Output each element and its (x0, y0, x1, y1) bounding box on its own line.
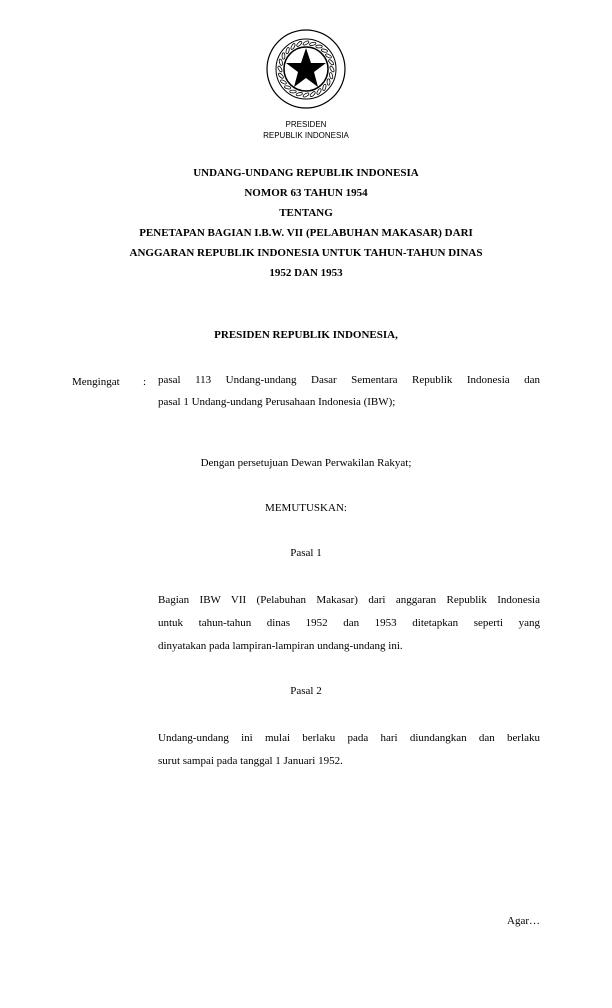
title-line-1: UNDANG-UNDANG REPUBLIK INDONESIA (193, 167, 419, 179)
title-line-5: ANGGARAN REPUBLIK INDONESIA UNTUK TAHUN-TAHUN DINAS (129, 247, 483, 259)
garuda-emblem-icon (265, 28, 347, 110)
wreath-leaf (327, 79, 330, 85)
pasal-2-heading: Pasal 2 (290, 685, 322, 697)
title-line-3: TENTANG (279, 207, 333, 219)
wreath-leaf (278, 72, 285, 79)
wreath-leaf (303, 92, 310, 98)
wreath-leaf (282, 53, 285, 59)
mengingat-line-1: pasal 113 Undang-undang Dasar Sementara Republik Indonesia dan (158, 374, 540, 386)
memutuskan-heading: MEMUTUSKAN: (265, 502, 347, 514)
emblem-caption-line1: PRESIDEN (285, 120, 327, 129)
wreath-leaf (290, 90, 296, 93)
pasal-2-text (158, 727, 540, 773)
wreath-leaf (279, 59, 283, 66)
mengingat-text (158, 369, 540, 413)
pasal-1-line-2: untuk tahun-tahun dinas 1952 dan 1953 ditetapkan seperti yang (158, 617, 540, 629)
persetujuan-text: Dengan persetujuan Dewan Perwakilan Rakyat; (200, 457, 412, 469)
wreath-leaf (280, 79, 287, 85)
document-title (0, 163, 612, 283)
wreath-leaf (316, 45, 322, 48)
continuation-marker: Agar… (507, 915, 540, 927)
wreath-leaf (328, 59, 335, 66)
pasal-1-line-1: Bagian IBW VII (Pelabuhan Makasar) dari anggaran Republik Indonesia (158, 594, 540, 606)
wreath-leaf (309, 91, 316, 98)
mengingat-colon: : (143, 376, 147, 388)
mengingat-line-2: pasal 1 Undang-undang Perusahaan Indonesia (IBW); (158, 396, 396, 408)
wreath-leaf (284, 85, 291, 89)
wreath-leaf (309, 42, 316, 46)
wreath-leaf (316, 88, 322, 95)
pasal-1-text (158, 589, 540, 658)
pasal-2-line-1: Undang-undang ini mulai berlaku pada hari diundangkan dan berlaku (158, 732, 540, 744)
wreath-leaf (277, 66, 283, 73)
mengingat-label: Mengingat (72, 376, 120, 388)
pasal-2-line-2: surut sampai pada tanggal 1 Januari 1952. (158, 755, 343, 767)
pasal-1-line-3: dinyatakan pada lampiran-lampiran undang-undang ini. (158, 640, 403, 652)
title-line-6: 1952 DAN 1953 (269, 267, 343, 279)
wreath-leaf (322, 84, 326, 91)
title-line-4: PENETAPAN BAGIAN I.B.W. VII (PELABUHAN MAKASAR) DARI (139, 227, 473, 239)
wreath-leaf (296, 92, 303, 96)
pasal-1-heading: Pasal 1 (290, 547, 322, 559)
wreath-leaf (325, 53, 332, 59)
wreath-leaf (285, 47, 289, 54)
wreath-leaf (303, 40, 310, 46)
wreath-leaf (290, 43, 296, 50)
wreath-leaf (329, 66, 335, 73)
wreath-leaf (329, 72, 333, 79)
wreath-leaf (296, 41, 303, 48)
emblem-caption-line2: REPUBLIK INDONESIA (263, 131, 349, 140)
title-line-2: NOMOR 63 TAHUN 1954 (244, 187, 368, 199)
president-heading: PRESIDEN REPUBLIK INDONESIA, (214, 329, 398, 341)
wreath-leaf (321, 48, 328, 52)
